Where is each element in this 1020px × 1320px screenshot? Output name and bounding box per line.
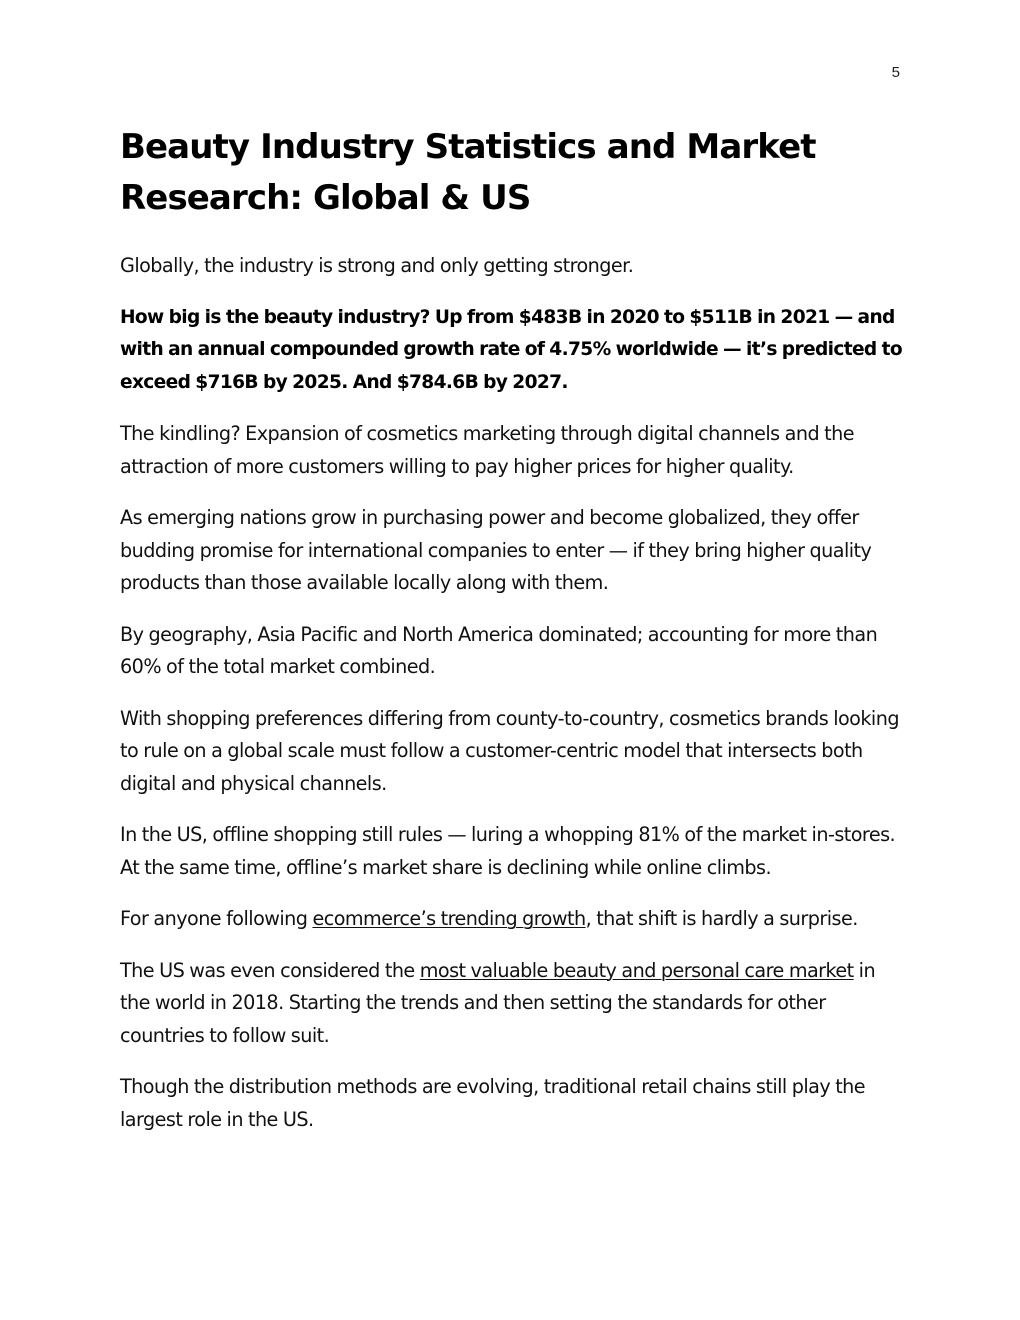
ecommerce-text-before: For anyone following [120, 907, 313, 930]
emerging-nations-paragraph: As emerging nations grow in purchasing power and become globalized, they offer budding promise for international companies to enter — if they bring higher quality products than those available locally along with them. [120, 506, 872, 594]
kindling-paragraph: The kindling? Expansion of cosmetics marketing through digital channels and the attraction of more customers willing to pay higher prices for higher quality. [120, 422, 854, 478]
page-title: Beauty Industry Statistics and Market Research: Global & US [120, 127, 816, 218]
us-market-paragraph [120, 955, 904, 1053]
valuable-market-link[interactable]: most valuable beauty and personal care market [419, 958, 854, 982]
us-market-text-after: in the world in 2018. Starting the trends and then setting the standards for other countries to follow suit. [120, 958, 876, 1047]
shopping-preferences-paragraph: With shopping preferences differing from county-to-country, cosmetics brands looking to rule on a global scale must follow a customer-centric model that intersects both digital and physical channels. [120, 706, 899, 795]
market-size-paragraph: How big is the beauty industry? Up from $483B in 2020 to $511B in 2021 — and with an annual compounded growth rate of 4.75% worldwide — it’s predicted to exceed $716B by 2025. And $784.6B by 2027. [120, 306, 902, 393]
article-body [120, 122, 904, 1155]
ecommerce-growth-link[interactable]: ecommerce’s trending growth [312, 907, 586, 930]
page-number: 5 [891, 64, 900, 81]
intro-paragraph: Globally, the industry is strong and only getting stronger. [120, 254, 634, 277]
us-market-text-before: The US was even considered the [120, 958, 420, 982]
geography-paragraph: By geography, Asia Pacific and North America dominated; accounting for more than 60% of the total market combined. [120, 622, 878, 678]
distribution-paragraph: Though the distribution methods are evolving, traditional retail chains still play the largest role in the US. [120, 1075, 866, 1131]
ecommerce-text-after: , that shift is hardly a surprise. [585, 907, 858, 930]
offline-shopping-paragraph: In the US, offline shopping still rules — luring a whopping 81% of the market in-stores. At the same time, offline’s market share is declining while online climbs. [120, 823, 896, 879]
ecommerce-paragraph [120, 903, 904, 936]
